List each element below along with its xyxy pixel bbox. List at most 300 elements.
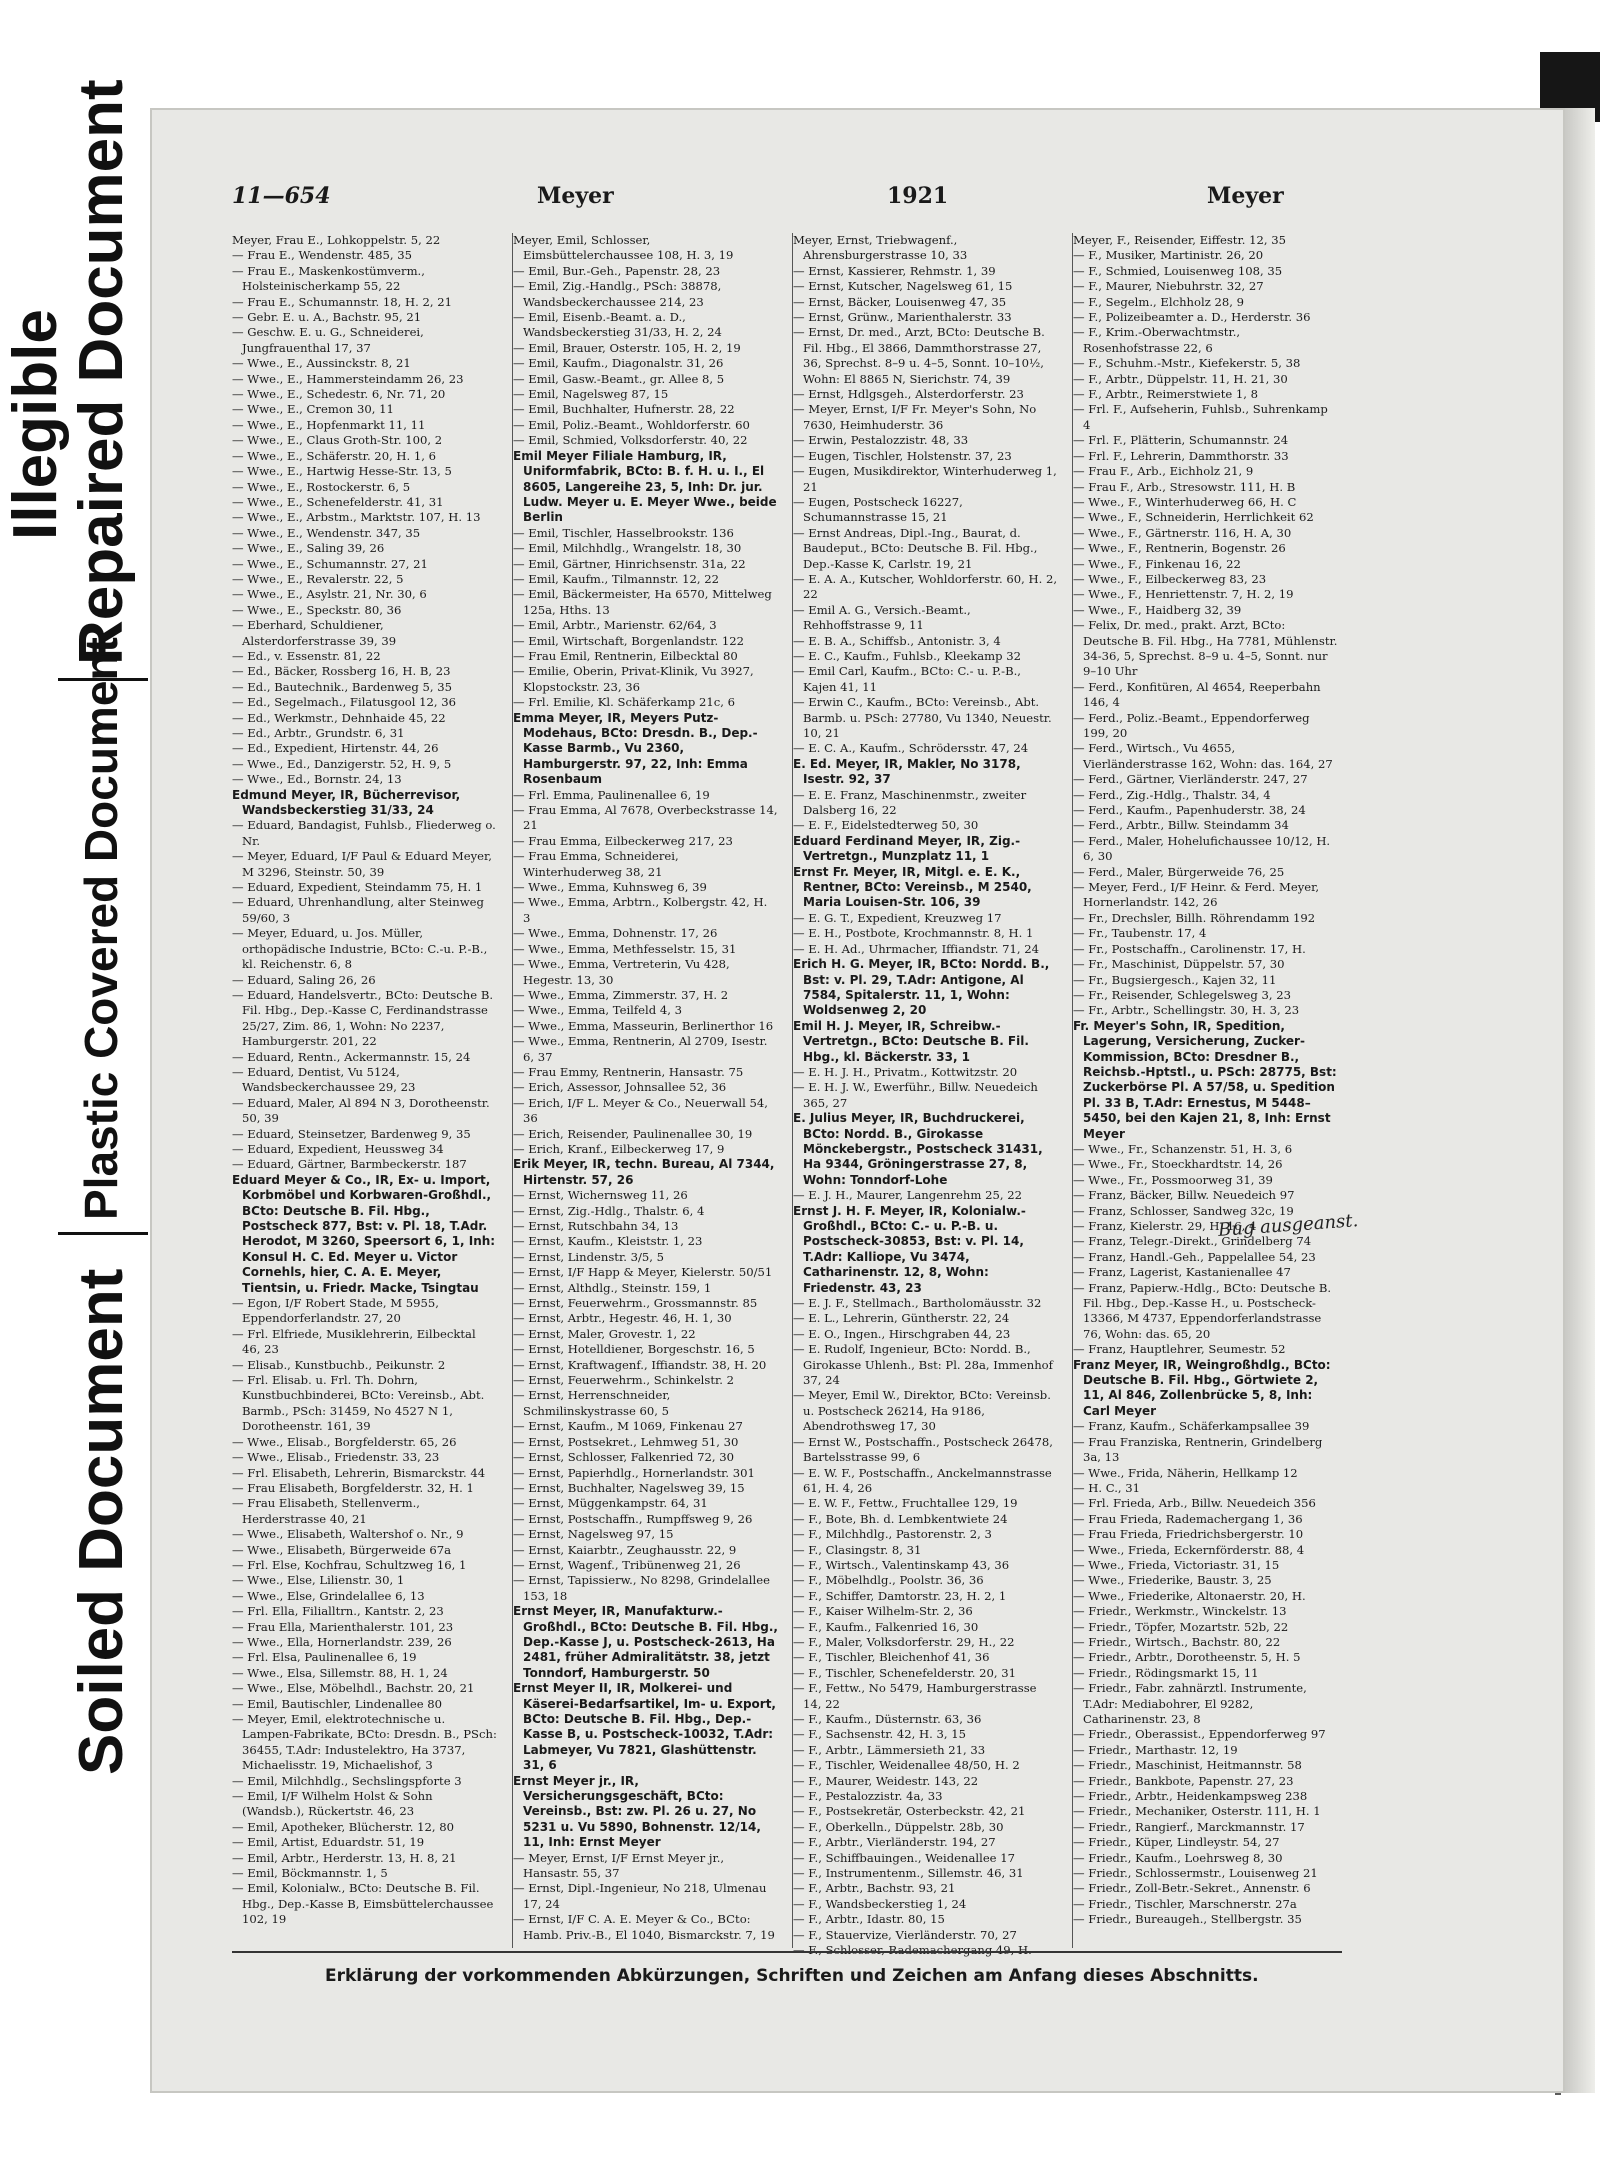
directory-entry: — Meyer, Ferd., I/F Heinr. & Ferd. Meyer, Hornerlandstr. 142, 26	[1073, 880, 1320, 910]
directory-entry: — E. C., Kaufm., Fuhlsb., Kleekamp 32	[793, 648, 1022, 663]
label-soiled-document: Soiled Document	[67, 1268, 136, 1775]
directory-entry: — Wwe., E., Schäferstr. 20, H. 1, 6	[232, 448, 437, 463]
directory-entry: — Friedr., Tischler, Marschnerstr. 27a	[1073, 1896, 1297, 1911]
directory-entry: — Emil, Poliz.-Beamt., Wohldorferstr. 60	[513, 417, 750, 432]
directory-entry: — Erich, Reisender, Paulinenallee 30, 19	[513, 1126, 753, 1141]
directory-entry: — F., Maurer, Niebuhrstr. 32, 27	[1073, 279, 1264, 294]
directory-entry: — F., Möbelhdlg., Poolstr. 36, 36	[793, 1573, 984, 1588]
directory-entry: — Wwe., Else, Möbelhdl., Bachstr. 20, 21	[232, 1681, 475, 1696]
directory-entry: Ernst Meyer II, IR, Molkerei- und Käserei-Bedarfsartikel, Im- u. Export, BCto: Deutsche B. Fil. Hbg., Dep.-Kasse B, u. Postscheck-10032, T.Adr: Labmeyer, Vu 7821, Glashüttenstr. 31, 6	[513, 1681, 776, 1773]
directory-column	[792, 233, 1058, 1948]
directory-entry: — Ernst, Maler, Grovestr. 1, 22	[513, 1326, 696, 1341]
directory-entry: — Frau Elisabeth, Borgfelderstr. 32, H. 1	[232, 1480, 474, 1495]
directory-entry: — Frau Emma, Eilbeckerweg 217, 23	[513, 833, 733, 848]
page-edge	[1565, 108, 1595, 2093]
directory-entry: — Fr., Drechsler, Billh. Röhrendamm 192	[1073, 910, 1316, 925]
directory-entry: Fr. Meyer's Sohn, IR, Spedition, Lagerung, Versicherung, Zucker-Kommission, BCto: Dresdner B., Reichsb.-Hptstl., u. PSch: 28775, Bst: Zuckerbörse Pl. A 57/58, u. Spedition Pl. 33 B, T.Adr: Ernestus, M 5448–5450, bei den Kajen 21, 8, Inh: Ernst Meyer	[1073, 1018, 1337, 1141]
directory-entry: E. Julius Meyer, IR, Buchdruckerei, BCto: Nordd. B., Girokasse Mönckebergstr., Postscheck 31431, Ha 9344, Gröningerstrasse 27, 8, Wohn: Tonndorf-Lohe	[793, 1111, 1043, 1187]
directory-entry: — F., Maurer, Weidestr. 143, 22	[793, 1773, 979, 1788]
directory-entry: — Wwe., E., Hammersteindamm 26, 23	[232, 371, 464, 386]
directory-entry: — F., Tischler, Weidenallee 48/50, H. 2	[793, 1758, 1020, 1773]
directory-entry: — Erich, I/F L. Meyer & Co., Neuerwall 54, 36	[513, 1095, 768, 1126]
directory-entry: — Wwe., Emma, Arbtrn., Kolbergstr. 42, H. 3	[513, 895, 768, 925]
directory-entry: — Wwe., E., Hartwig Hesse-Str. 13, 5	[232, 464, 452, 479]
directory-entry: — Emil, Brauer, Osterstr. 105, H. 2, 19	[513, 340, 741, 355]
directory-entry: — Ferd., Gärtner, Vierländerstr. 247, 27	[1073, 772, 1308, 787]
directory-entry: — E. L., Lehrerin, Güntherstr. 22, 24	[793, 1311, 1010, 1326]
directory-entry: — Wwe., E., Aussinckstr. 8, 21	[232, 356, 411, 371]
directory-entry: — Wwe., E., Hopfenmarkt 11, 11	[232, 417, 426, 432]
directory-entry: — Emilie, Oberin, Privat-Klinik, Vu 3927, Klopstockstr. 23, 36	[513, 664, 754, 694]
directory-entry: — Wwe., E., Wendenstr. 347, 35	[232, 525, 421, 540]
directory-entry: — Eduard, Expedient, Steindamm 75, H. 1	[232, 880, 483, 895]
directory-entry: — Wwe., E., Saling 39, 26	[232, 541, 385, 556]
directory-entry: — Frau Frieda, Rademachergang 1, 36	[1073, 1511, 1303, 1526]
directory-entry: — Meyer, Eduard, u. Jos. Müller, orthopädische Industrie, BCto: C.-u. P.-B., kl. Reichenstr. 6, 8	[232, 926, 488, 972]
directory-entry: Emma Meyer, IR, Meyers Putz-Modehaus, BCto: Dresdn. B., Dep.-Kasse Barmb., Vu 2360, Hamburgerstr. 97, 22, Inh: Emma Rosenbaum	[513, 710, 758, 787]
directory-entry: — Eduard, Gärtner, Barmbeckerstr. 187	[232, 1157, 467, 1172]
directory-entry: — Friedr., Rangierf., Marckmannstr. 17	[1073, 1819, 1305, 1834]
directory-entry: — Franz, Lagerist, Kastanienallee 47	[1073, 1265, 1291, 1280]
directory-entry: — Eduard, Saling 26, 26	[232, 972, 376, 987]
directory-entry: — Ernst, Zig.-Hdlg., Thalstr. 6, 4	[513, 1203, 705, 1218]
directory-entry: — Ed., Bautechnik., Bardenweg 5, 35	[232, 679, 452, 694]
directory-entry: Ernst Fr. Meyer, IR, Mitgl. e. E. K., Rentner, BCto: Vereinsb., M 2540, Maria Louisen-Str. 106, 39	[793, 864, 1032, 910]
directory-entry: — Ed., Segelmach., Filatusgool 12, 36	[232, 695, 457, 710]
directory-entry: — Ernst, Hdlgsgeh., Alsterdorferstr. 23	[793, 387, 1024, 402]
directory-entry: — Erwin C., Kaufm., BCto: Vereinsb., Abt. Barmb. u. PSch: 27780, Vu 1340, Neuestr. 10, 21	[793, 695, 1052, 740]
directory-entry: — Wwe., F., Finkenau 16, 22	[1073, 556, 1241, 571]
directory-entry: — Ernst, Dipl.-Ingenieur, No 218, Ulmenau 17, 24	[513, 1881, 767, 1911]
directory-entry: — Frau Elisabeth, Stellenverm., Herderstrasse 40, 21	[232, 1496, 420, 1526]
directory-entry: — Fr., Arbtr., Schellingstr. 30, H. 3, 23	[1073, 1003, 1300, 1018]
directory-entry: — Emil, Milchhdlg., Wrangelstr. 18, 30	[513, 541, 742, 556]
directory-entry: — Emil, Bur.-Geh., Papenstr. 28, 23	[513, 263, 721, 278]
directory-entry: — F., Schuhm.-Mstr., Kiefekerstr. 5, 38	[1073, 356, 1301, 371]
directory-columns	[232, 233, 1342, 1948]
directory-entry: — F., Oberkelln., Düppelstr. 28b, 30	[793, 1819, 1004, 1834]
directory-entry: — E. A. A., Kutscher, Wohldorferstr. 60, H. 2, 22	[793, 571, 1058, 602]
directory-entry: — Wwe., F., Rentnerin, Bogenstr. 26	[1073, 541, 1286, 556]
directory-entry: — Emil, I/F Wilhelm Holst & Sohn (Wandsb.), Rückertstr. 46, 23	[232, 1789, 433, 1819]
directory-entry: — F., Arbtr., Reimerstwiete 1, 8	[1073, 387, 1259, 402]
directory-entry: — Frl. Elisabeth, Lehrerin, Bismarckstr. 44	[232, 1465, 486, 1480]
directory-entry: — Frau Emma, Al 7678, Overbeckstrasse 14, 21	[513, 803, 778, 833]
directory-entry: — Ed., Bäcker, Rossberg 16, H. B, 23	[232, 664, 451, 679]
directory-entry: — Franz, Telegr.-Direkt., Grindelberg 74	[1073, 1234, 1312, 1249]
directory-entry: — Meyer, Emil, elektrotechnische u. Lampen-Fabrikate, BCto: Dresdn. B., PSch: 36455, T.Adr: Industelektro, Ha 3737, Michaelisstr. 19, Michaelishof, 3	[232, 1712, 497, 1773]
directory-entry: — Eduard, Expedient, Heussweg 34	[232, 1141, 444, 1156]
directory-entry: — Ernst, Wichernsweg 11, 26	[513, 1188, 688, 1203]
directory-entry: — Franz, Bäcker, Billw. Neuedeich 97	[1073, 1188, 1295, 1203]
directory-entry: — Ernst, Nagelsweg 97, 15	[513, 1527, 674, 1542]
directory-entry: — Felix, Dr. med., prakt. Arzt, BCto: Deutsche B. Fil. Hbg., Ha 7781, Mühlenstr. 34-36, 5, Sprechst. 8–9 u. 4–5, Sonnt. nur 9–10 Uhr	[1073, 618, 1338, 679]
directory-entry: — E. E. Franz, Maschinenmstr., zweiter Dalsberg 16, 22	[793, 787, 1027, 818]
directory-entry: — Emil, Kolonialw., BCto: Deutsche B. Fil. Hbg., Dep.-Kasse B, Eimsbüttelerchaussee 102, 19	[232, 1881, 494, 1927]
directory-entry: — Wwe., Ed., Bornstr. 24, 13	[232, 772, 402, 787]
directory-entry: — Geschw. E. u. G., Schneiderei, Jungfrauenthal 17, 37	[232, 325, 424, 355]
directory-entry: — E. H. J. W., Ewerführ., Billw. Neuedeich 365, 27	[793, 1080, 1038, 1110]
directory-entry: — Frl. Emilie, Kl. Schäferkamp 21c, 6	[513, 695, 736, 710]
directory-entry: — F., Postsekretär, Osterbeckstr. 42, 21	[793, 1804, 1026, 1819]
directory-entry: — F., Kaiser Wilhelm-Str. 2, 36	[793, 1604, 973, 1619]
directory-entry: E. Ed. Meyer, IR, Makler, No 3178, Isestr. 92, 37	[793, 756, 1021, 787]
directory-entry: — Ernst, Müggenkampstr. 64, 31	[513, 1496, 708, 1511]
directory-entry: — Wwe., F., Winterhuderweg 66, H. C	[1073, 494, 1297, 509]
directory-entry: — Frl. Elfriede, Musiklehrerin, Eilbecktal 46, 23	[232, 1326, 476, 1357]
directory-entry: — Ernst, Dr. med., Arzt, BCto: Deutsche B. Fil. Hbg., El 3866, Dammthorstrasse 27, 36, Sprechst. 8–9 u. 4–5, Sonnt. 10–10½, Wohn: El 8865 N, Sierichstr. 74, 39	[793, 325, 1045, 386]
directory-entry: — Wwe., Elisabeth, Bürgerweide 67a	[232, 1542, 452, 1557]
directory-entry: — Fr., Bugsiergesch., Kajen 32, 11	[1073, 972, 1277, 987]
directory-entry: — Wwe., Elisab., Borgfelderstr. 65, 26	[232, 1434, 457, 1449]
directory-entry: — Ernst, Arbtr., Hegestr. 46, H. 1, 30	[513, 1311, 732, 1326]
directory-entry: — Eduard, Rentn., Ackermannstr. 15, 24	[232, 1049, 471, 1064]
directory-entry: — Ernst, Schlosser, Falkenried 72, 30	[513, 1450, 735, 1465]
directory-entry: — F., Krim.-Oberwachtmstr., Rosenhofstrasse 22, 6	[1073, 325, 1241, 355]
page-number: 11—654	[232, 183, 331, 209]
directory-entry: — Emil, Tischler, Hasselbrookstr. 136	[513, 525, 734, 540]
directory-entry: — Ferd., Maler, Bürgerweide 76, 25	[1073, 864, 1285, 879]
directory-entry: — Friedr., Fabr. zahnärztl. Instrumente, T.Adr: Mediabohrer, El 9282, Catharinenstr. 23, 8	[1073, 1681, 1307, 1726]
directory-entry: — F., Schiffer, Damtorstr. 23, H. 2, 1	[793, 1588, 1007, 1603]
directory-entry: — Meyer, Emil W., Direktor, BCto: Vereinsb. u. Postscheck 26214, Ha 9186, Abendrothsweg 17, 30	[793, 1388, 1051, 1434]
directory-entry: — Wwe., F., Eilbeckerweg 83, 23	[1073, 571, 1267, 586]
running-head-year: 1921	[887, 183, 949, 209]
directory-entry: Emil H. J. Meyer, IR, Schreibw.-Vertretgn., BCto: Deutsche B. Fil. Hbg., kl. Bäckerstr. 33, 1	[793, 1018, 1029, 1064]
directory-entry: — Ferd., Poliz.-Beamt., Eppendorferweg 199, 20	[1073, 710, 1310, 740]
label-illegible: Illegible	[1, 309, 70, 540]
directory-entry: — Fr., Reisender, Schlegelsweg 3, 23	[1073, 987, 1291, 1002]
directory-entry: — Ernst, I/F C. A. E. Meyer & Co., BCto: Hamb. Priv.-B., El 1040, Bismarckstr. 7, 19	[513, 1912, 775, 1942]
directory-entry: — Franz, Kaufm., Schäferkampsallee 39	[1073, 1419, 1310, 1434]
directory-entry: — Wwe., Friederike, Altonaerstr. 20, H.	[1073, 1588, 1306, 1603]
directory-entry: — Emil Carl, Kaufm., BCto: C.- u. P.-B., Kajen 41, 11	[793, 664, 1021, 694]
footer-rule	[232, 1951, 1342, 1953]
directory-entry: — Frau E., Maskenkostümverm., Holsteinischerkamp 55, 22	[232, 263, 425, 294]
directory-entry: — Eberhard, Schuldiener, Alsterdorferstrasse 39, 39	[232, 618, 397, 648]
directory-entry: — Frau F., Arb., Stresowstr. 111, H. B	[1073, 479, 1296, 494]
directory-entry: — Wwe., Elisabeth, Waltershof o. Nr., 9	[232, 1527, 464, 1542]
directory-entry: — Wwe., E., Arbstm., Marktstr. 107, H. 13	[232, 510, 481, 525]
directory-entry: — F., Schiffbauingen., Weidenallee 17	[793, 1850, 1015, 1865]
directory-entry: — Frau Emmy, Rentnerin, Hansastr. 75	[513, 1064, 744, 1079]
directory-entry: — Friedr., Maschinist, Heitmannstr. 58	[1073, 1758, 1302, 1773]
directory-entry: — Friedr., Töpfer, Mozartstr. 52b, 22	[1073, 1619, 1289, 1634]
directory-entry: — Frl. F., Aufseherin, Fuhlsb., Suhrenkamp 4	[1073, 402, 1328, 432]
directory-entry: — Ernst W., Postschaffn., Postscheck 26478, Bartelsstrasse 99, 6	[793, 1434, 1053, 1465]
directory-entry: Eduard Meyer & Co., IR, Ex- u. Import, Korbmöbel und Korbwaren-Großhdl., BCto: Deutsche B. Fil. Hbg., Postscheck 877, Bst: v. Pl. 18, T.Adr. Herodot, M 3260, Speersort 6, 1, Inh: Konsul H. C. Ed. Meyer u. Victor Cornehls, hier, C. A. E. Meyer, Tientsin, u. Friedr. Macke, Tsingtau	[232, 1172, 496, 1295]
directory-entry: Erik Meyer, IR, techn. Bureau, Al 7344, Hirtenstr. 57, 26	[513, 1157, 775, 1187]
directory-entry: — Frl. Elisab. u. Frl. Th. Dohrn, Kunstbuchbinderei, BCto: Vereinsb., Abt. Barmb., PSch: 31459, No 4527 N 1, Dorotheenstr. 161, 39	[232, 1373, 485, 1434]
directory-entry: — Wwe., Emma, Kuhnsweg 6, 39	[513, 880, 707, 895]
directory-entry: — Erich, Kranf., Eilbeckerweg 17, 9	[513, 1141, 725, 1156]
directory-entry: — Friedr., Oberassist., Eppendorferweg 97	[1073, 1727, 1326, 1742]
directory-column	[232, 233, 497, 1948]
directory-entry: Erich H. G. Meyer, IR, BCto: Nordd. B., Bst: v. Pl. 29, T.Adr: Antigone, Al 7584, Spitalerstr. 11, 1, Wohn: Woldsenweg 2, 20	[793, 957, 1050, 1018]
directory-entry: — Emil, Gärtner, Hinrichsenstr. 31a, 22	[513, 556, 746, 571]
directory-entry: — Friedr., Rödingsmarkt 15, 11	[1073, 1665, 1259, 1680]
directory-entry: — Emil, Apotheker, Blücherstr. 12, 80	[232, 1819, 454, 1834]
directory-entry: — Wwe., Ed., Danzigerstr. 52, H. 9, 5	[232, 756, 452, 771]
directory-entry: — Wwe., E., Revalerstr. 22, 5	[232, 571, 404, 586]
directory-entry: — Friedr., Bureaugeh., Stellbergstr. 35	[1073, 1912, 1302, 1927]
directory-entry: — Friedr., Zoll-Betr.-Sekret., Annenstr. 6	[1073, 1881, 1311, 1896]
directory-entry: — F., Wirtsch., Valentinskamp 43, 36	[793, 1557, 1010, 1572]
directory-entry: — Emil, Buchhalter, Hufnerstr. 28, 22	[513, 402, 735, 417]
directory-entry: — Friedr., Arbtr., Heidenkampsweg 238	[1073, 1789, 1308, 1804]
directory-entry: — Emil, Schmied, Volksdorferstr. 40, 22	[513, 433, 748, 448]
directory-entry: — Emil, Arbtr., Marienstr. 62/64, 3	[513, 618, 717, 633]
directory-entry: — Ernst, Rutschbahn 34, 13	[513, 1219, 679, 1233]
directory-entry: — Frl. Elsa, Paulinenallee 6, 19	[232, 1650, 417, 1665]
directory-entry: — Wwe., F., Henriettenstr. 7, H. 2, 19	[1073, 587, 1294, 602]
directory-entry: — Wwe., Emma, Teilfeld 4, 3	[513, 1003, 682, 1018]
directory-entry: — Ernst, Kraftwagenf., Iffiandstr. 38, H. 20	[513, 1357, 767, 1372]
directory-entry: — Frl. Frieda, Arb., Billw. Neuedeich 356	[1073, 1496, 1316, 1511]
directory-entry: — F., Kaufm., Düsternstr. 63, 36	[793, 1712, 982, 1726]
directory-entry: — Wwe., Else, Lilienstr. 30, 1	[232, 1573, 405, 1588]
directory-entry: — Ferd., Arbtr., Billw. Steindamm 34	[1073, 818, 1289, 833]
directory-entry: — Eduard, Uhrenhandlung, alter Steinweg 59/60, 3	[232, 895, 484, 925]
directory-entry: — F., Sachsenstr. 42, H. 3, 15	[793, 1727, 967, 1742]
directory-entry: — Wwe., Fr., Possmoorweg 31, 39	[1073, 1172, 1273, 1187]
directory-entry: — Eduard, Handelsvertr., BCto: Deutsche B. Fil. Hbg., Dep.-Kasse C, Ferdinandstrasse 25/27, Zim. 86, 1, Wohn: No 2237, Hamburgerstr. 201, 22	[232, 987, 494, 1049]
directory-entry: — Frau Emil, Rentnerin, Eilbecktal 80	[513, 648, 738, 663]
directory-entry: — E. H. Ad., Uhrmacher, Iffiandstr. 71, 24	[793, 941, 1040, 956]
directory-entry: — Wwe., E., Schedestr. 6, Nr. 71, 20	[232, 387, 446, 402]
directory-entry: — E. G. T., Expedient, Kreuzweg 17	[793, 910, 1002, 925]
directory-entry: — Ernst, Althdlg., Steinstr. 159, 1	[513, 1280, 712, 1295]
directory-entry: — Frau F., Arb., Eichholz 21, 9	[1073, 464, 1254, 479]
label-plastic-covered-document: Plastic Covered Document	[75, 637, 127, 1220]
directory-entry: — Ferd., Zig.-Hdlg., Thalstr. 34, 4	[1073, 787, 1271, 802]
directory-entry: — Wwe., E., Schenefelderstr. 41, 31	[232, 494, 444, 509]
directory-entry: — Franz, Handl.-Geh., Pappelallee 54, 23	[1073, 1249, 1316, 1264]
directory-entry: — Wwe., E., Speckstr. 80, 36	[232, 602, 402, 617]
directory-entry: — Emil, Arbtr., Herderstr. 13, H. 8, 21	[232, 1850, 457, 1865]
directory-entry: — F., Arbtr., Idastr. 80, 15	[793, 1912, 945, 1927]
directory-entry: — F., Polizeibeamter a. D., Herderstr. 36	[1073, 310, 1311, 325]
directory-entry: — Wwe., Frieda, Eckernförderstr. 88, 4	[1073, 1542, 1305, 1557]
directory-entry: — Frl. F., Plätterin, Schumannstr. 24	[1073, 433, 1289, 448]
directory-entry: — Ernst, Tapissierw., No 8298, Grindelallee 153, 18	[513, 1573, 770, 1603]
directory-entry: — Erwin, Pestalozzistr. 48, 33	[793, 433, 969, 448]
directory-entry: Edmund Meyer, IR, Bücherrevisor, Wandsbeckerstieg 31/33, 24	[232, 787, 461, 818]
directory-entry: — Wwe., Emma, Dohnenstr. 17, 26	[513, 926, 718, 941]
directory-entry: — Emil, Gasw.-Beamt., gr. Allee 8, 5	[513, 371, 725, 386]
directory-entry: — Ferd., Konfitüren, Al 4654, Reeperbahn 146, 4	[1073, 679, 1321, 710]
directory-entry: — F., Fettw., No 5479, Hamburgerstrasse 14, 22	[793, 1681, 1037, 1711]
directory-entry: — Eugen, Tischler, Holstenstr. 37, 23	[793, 448, 1012, 463]
directory-entry: — Wwe., Else, Grindelallee 6, 13	[232, 1588, 425, 1603]
directory-entry: — Ferd., Kaufm., Papenhuderstr. 38, 24	[1073, 803, 1306, 818]
directory-entry: — Frau E., Schumannstr. 18, H. 2, 21	[232, 294, 453, 309]
directory-entry: — F., Arbtr., Lämmersieth 21, 33	[793, 1742, 986, 1757]
directory-entry: — Friedr., Kaufm., Loehrsweg 8, 30	[1073, 1850, 1283, 1865]
directory-entry: — E. J. F., Stellmach., Bartholomäusstr. 32	[793, 1296, 1042, 1311]
page-header	[232, 183, 1332, 223]
directory-entry: — E. Rudolf, Ingenieur, BCto: Nordd. B., Girokasse Uhlenh., Bst: Pl. 28a, Immenhof 37, 24	[793, 1342, 1053, 1388]
directory-entry: — Emil, Artist, Eduardstr. 51, 19	[232, 1835, 425, 1850]
directory-entry: — Friedr., Mechaniker, Osterstr. 111, H. 1	[1073, 1804, 1321, 1819]
directory-entry: — Emil, Nagelsweg 87, 15	[513, 387, 669, 402]
directory-entry: — F., Instrumentenm., Sillemstr. 46, 31	[793, 1866, 1024, 1881]
directory-entry: — E. C. A., Kaufm., Schrödersstr. 47, 24	[793, 741, 1029, 756]
directory-entry: — Emil, Eisenb.-Beamt. a. D., Wandsbeckerstieg 31/33, H. 2, 24	[513, 310, 722, 340]
footer-note: Erklärung der vorkommenden Abkürzungen, Schriften und Zeichen am Anfang dieses Abschnitts.	[325, 1966, 1259, 1986]
directory-entry: — Ernst, Papierhdlg., Hornerlandstr. 301	[513, 1465, 755, 1480]
directory-entry: — Meyer, Ernst, I/F Ernst Meyer jr., Hansastr. 55, 37	[513, 1850, 725, 1881]
directory-entry: — E. J. H., Maurer, Langenrehm 25, 22	[793, 1188, 1022, 1203]
directory-entry: Ernst Meyer jr., IR, Versicherungsgeschäft, BCto: Vereinsb., Bst: zw. Pl. 26 u. 27, No 5231 u. Vu 5890, Bohnenstr. 12/14, 11, Inh: Ernst Meyer	[513, 1773, 761, 1850]
directory-entry: — Emil, Milchhdlg., Sechslingspforte 3	[232, 1773, 462, 1788]
directory-entry: — Frau Franziska, Rentnerin, Grindelberg 3a, 13	[1073, 1434, 1323, 1465]
directory-entry: — E. H., Postbote, Krochmannstr. 8, H. 1	[793, 926, 1034, 941]
directory-entry: — F., Bote, Bh. d. Lembkentwiete 24	[793, 1511, 1008, 1526]
directory-entry: — Emil, Bautischler, Lindenallee 80	[232, 1696, 443, 1711]
directory-entry: — Friedr., Wirtsch., Bachstr. 80, 22	[1073, 1634, 1281, 1649]
directory-entry: — Friedr., Schlossermstr., Louisenweg 21	[1073, 1866, 1318, 1881]
directory-entry: — Eduard, Bandagist, Fuhlsb., Fliederweg o. Nr.	[232, 818, 496, 848]
directory-entry: — Franz, Hauptlehrer, Seumestr. 52	[1073, 1342, 1286, 1357]
directory-entry: — Friedr., Küper, Lindleystr. 54, 27	[1073, 1835, 1280, 1850]
directory-entry: — F., Arbtr., Vierländerstr. 194, 27	[793, 1835, 996, 1850]
directory-entry: — Frau Ella, Marienthalerstr. 101, 23	[232, 1619, 454, 1634]
directory-entry: — Ernst Andreas, Dipl.-Ing., Baurat, d. Baudeput., BCto: Deutsche B. Fil. Hbg., Dep.-Kasse K, Carlstr. 19, 21	[793, 525, 1038, 571]
directory-entry: — E. H. J. H., Privatm., Kottwitzstr. 20	[793, 1064, 1018, 1079]
directory-entry: — Friedr., Arbtr., Dorotheenstr. 5, H. 5	[1073, 1650, 1301, 1665]
directory-entry: — Eduard, Maler, Al 894 N 3, Dorotheenstr. 50, 39	[232, 1095, 490, 1126]
directory-entry: — Emil, Bäckermeister, Ha 6570, Mittelweg 125a, Hths. 13	[513, 587, 772, 617]
directory-entry: — F., Segelm., Elchholz 28, 9	[1073, 294, 1244, 309]
directory-entry: — Ernst, Feuerwehrm., Schinkelstr. 2	[513, 1373, 735, 1388]
directory-entry: — F., Arbtr., Düppelstr. 11, H. 21, 30	[1073, 371, 1288, 386]
directory-entry: — F., Pestalozzistr. 4a, 33	[793, 1789, 943, 1804]
directory-entry: Meyer, Emil, Schlosser, Eimsbüttelerchaussee 108, H. 3, 19	[513, 233, 734, 263]
directory-entry: — Ernst, Hotelldiener, Borgeschstr. 16, 5	[513, 1342, 755, 1357]
directory-entry: — Emil, Wirtschaft, Borgenlandstr. 122	[513, 633, 744, 648]
directory-entry: — Ed., v. Essenstr. 81, 22	[232, 648, 381, 663]
directory-entry: Ernst J. H. F. Meyer, IR, Kolonialw.-Großhdl., BCto: C.- u. P.-B. u. Postscheck-30853, Bst: v. Pl. 14, T.Adr: Kalliope, Vu 3474, Catharinenstr. 12, 8, Wohn: Friedenstr. 43, 23	[793, 1203, 1026, 1295]
directory-entry: — Eugen, Postscheck 16227, Schumannstrasse 15, 21	[793, 494, 963, 525]
directory-entry: — Wwe., E., Claus Groth-Str. 100, 2	[232, 433, 443, 448]
directory-entry: — Friedr., Marthastr. 12, 19	[1073, 1742, 1238, 1757]
directory-entry: — Ernst, Kutscher, Nagelsweg 61, 15	[793, 279, 1013, 294]
directory-entry: — Wwe., E., Asylstr. 21, Nr. 30, 6	[232, 587, 427, 602]
running-head-left: Meyer	[537, 183, 614, 209]
directory-column	[512, 233, 778, 1948]
directory-entry: — Wwe., E., Cremon 30, 11	[232, 402, 394, 417]
directory-entry: — Wwe., Frida, Näherin, Hellkamp 12	[1073, 1465, 1298, 1480]
directory-entry: — Eugen, Musikdirektor, Winterhuderweg 1, 21	[793, 464, 1057, 494]
directory-entry: — Ernst, I/F Happ & Meyer, Kielerstr. 50/51	[513, 1265, 773, 1280]
directory-entry: — Ferd., Maler, Hohelufichaussee 10/12, H. 6, 30	[1073, 833, 1331, 864]
directory-entry: — Wwe., Frieda, Victoriastr. 31, 15	[1073, 1557, 1280, 1572]
directory-entry: — F., Stauervize, Vierländerstr. 70, 27	[793, 1927, 1017, 1942]
directory-entry: — H. C., 31	[1073, 1480, 1141, 1495]
directory-entry: — F., Tischler, Bleichenhof 41, 36	[793, 1650, 990, 1665]
directory-entry: — Frau Emma, Schneiderei, Winterhuderweg 38, 21	[513, 849, 679, 879]
directory-entry: — Wwe., Emma, Zimmerstr. 37, H. 2	[513, 987, 729, 1002]
directory-entry: — Meyer, Eduard, I/F Paul & Eduard Meyer, M 3296, Steinstr. 50, 39	[232, 849, 492, 879]
directory-entry: — Franz, Papierw.-Hdlg., BCto: Deutsche B. Fil. Hbg., Dep.-Kasse H., u. Postscheck-13366, M 4737, Eppendorferlandstrasse 76, Wohn: das. 65, 20	[1073, 1280, 1332, 1341]
directory-entry: — F., Kaufm., Falkenried 16, 30	[793, 1619, 979, 1634]
directory-entry: — E. F., Eidelstedterweg 50, 30	[793, 818, 979, 833]
directory-entry: — Emil, Zig.-Handlg., PSch: 38878, Wandsbeckerchaussee 214, 23	[513, 279, 722, 309]
directory-entry: Meyer, F., Reisender, Eiffestr. 12, 35	[1073, 233, 1286, 247]
running-head-right: Meyer	[1207, 183, 1284, 209]
directory-column	[1072, 233, 1338, 1948]
directory-entry: — Ernst, Kassierer, Rehmstr. 1, 39	[793, 263, 996, 278]
directory-entry: — Wwe., Emma, Vertreterin, Vu 428, Hegestr. 13, 30	[513, 957, 730, 987]
directory-entry: — Wwe., Emma, Masseurin, Berlinerthor 16	[513, 1018, 774, 1033]
directory-entry: — Ed., Werkmstr., Dehnhaide 45, 22	[232, 710, 446, 725]
directory-entry: — Ernst, Postschaffn., Rumpffsweg 9, 26	[513, 1511, 753, 1526]
directory-entry: — Wwe., F., Haidberg 32, 39	[1073, 602, 1242, 617]
directory-entry: — Ernst, Buchhalter, Nagelsweg 39, 15	[513, 1480, 745, 1495]
directory-entry: — Frau E., Wendenstr. 485, 35	[232, 248, 412, 263]
directory-entry: — E. W. F., Postschaffn., Anckelmannstrasse 61, H. 4, 26	[793, 1465, 1052, 1495]
directory-entry: Emil Meyer Filiale Hamburg, IR, Uniformfabrik, BCto: B. f. H. u. I., El 8605, Langereihe 23, 5, Inh: Dr. jur. Ludw. Meyer u. E. Meyer Wwe., beide Berlin	[513, 448, 777, 525]
directory-entry: — Ernst, Herrenschneider, Schmilinskystrasse 60, 5	[513, 1388, 671, 1418]
handwritten-annotation: Bug ausgeanst.	[1217, 1210, 1359, 1241]
directory-entry: — F., Musiker, Martinistr. 26, 20	[1073, 248, 1264, 263]
directory-entry: Meyer, Frau E., Lohkoppelstr. 5, 22	[232, 233, 441, 247]
directory-entry: — Frl. Else, Kochfrau, Schultzweg 16, 1	[232, 1557, 467, 1572]
directory-entry: — E. W. F., Fettw., Fruchtallee 129, 19	[793, 1496, 1018, 1511]
directory-entry: — F., Clasingstr. 8, 31	[793, 1542, 922, 1557]
directory-entry: — Ernst, Kaufm., M 1069, Finkenau 27	[513, 1419, 743, 1434]
directory-entry: — F., Tischler, Schenefelderstr. 20, 31	[793, 1665, 1017, 1680]
directory-entry: — Fr., Postschaffn., Carolinenstr. 17, H.	[1073, 941, 1306, 956]
directory-entry: — Wwe., E., Schumannstr. 27, 21	[232, 556, 428, 571]
directory-entry: — Emil, Kaufm., Tilmannstr. 12, 22	[513, 571, 720, 586]
directory-entry: — Emil, Kaufm., Diagonalstr. 31, 26	[513, 356, 724, 371]
directory-entry: — Frau Frieda, Friedrichsbergerstr. 10	[1073, 1527, 1304, 1542]
directory-entry: — Franz, Schlosser, Sandweg 32c, 19	[1073, 1203, 1294, 1218]
directory-entry: — Eduard, Steinsetzer, Bardenweg 9, 35	[232, 1126, 471, 1141]
directory-entry: — Emil, Böckmannstr. 1, 5	[232, 1866, 388, 1881]
directory-entry: — Egon, I/F Robert Stade, M 5955, Eppendorferlandstr. 27, 20	[232, 1296, 439, 1326]
directory-entry: — F., Wandsbeckerstieg 1, 24	[793, 1896, 967, 1911]
directory-entry: — Ernst, Wagenf., Tribünenweg 21, 26	[513, 1557, 741, 1572]
directory-entry: — F., Maler, Volksdorferstr. 29, H., 22	[793, 1634, 1015, 1649]
directory-entry: Meyer, Ernst, Triebwagenf., Ahrensburgerstrasse 10, 33	[793, 233, 968, 263]
directory-entry: — Ernst, Kaufm., Kleiststr. 1, 23	[513, 1234, 703, 1249]
directory-entry: — Wwe., F., Schneiderin, Herrlichkeit 62	[1073, 510, 1314, 525]
directory-entry: — Frl. Emma, Paulinenallee 6, 19	[513, 787, 710, 802]
directory-entry: — Wwe., Ella, Hornerlandstr. 239, 26	[232, 1634, 452, 1649]
directory-entry: — Franz, Kielerstr. 29, H. 16, 4	[1073, 1219, 1257, 1233]
directory-entry: — F., Milchhdlg., Pastorenstr. 2, 3	[793, 1527, 992, 1542]
directory-entry: — Friedr., Bankbote, Papenstr. 27, 23	[1073, 1773, 1294, 1788]
directory-entry: — Erich, Assessor, Johnsallee 52, 36	[513, 1080, 727, 1095]
directory-page	[150, 108, 1565, 2093]
directory-entry: — F., Arbtr., Bachstr. 93, 21	[793, 1881, 956, 1896]
directory-entry: — Wwe., Emma, Methfesselstr. 15, 31	[513, 941, 737, 956]
directory-entry: Eduard Ferdinand Meyer, IR, Zig.-Vertretgn., Munzplatz 11, 1	[793, 833, 1021, 864]
directory-entry: — Wwe., E., Rostockerstr. 6, 5	[232, 479, 411, 494]
directory-entry: — Meyer, Ernst, I/F Fr. Meyer's Sohn, No 7630, Heimhuderstr. 36	[793, 402, 1037, 432]
directory-entry: — Wwe., Fr., Stoeckhardtstr. 14, 26	[1073, 1157, 1283, 1172]
directory-entry: — Ernst, Feuerwehrm., Grossmannstr. 85	[513, 1296, 758, 1311]
directory-entry: Franz Meyer, IR, Weingroßhdlg., BCto: Deutsche B. Fil. Hbg., Görtwiete 2, 11, Al 846, Zollenbrücke 5, 8, Inh: Carl Meyer	[1073, 1357, 1331, 1418]
directory-entry: — Emil A. G., Versich.-Beamt., Rehhoffstrasse 9, 11	[793, 602, 971, 633]
directory-entry: — F., Schmied, Louisenweg 108, 35	[1073, 263, 1283, 278]
directory-entry: — E. O., Ingen., Hirschgraben 44, 23	[793, 1326, 1011, 1341]
directory-entry: — Ed., Arbtr., Grundstr. 6, 31	[232, 726, 405, 740]
directory-entry: Ernst Meyer, IR, Manufakturw.-Großhdl., BCto: Deutsche B. Fil. Hbg., Dep.-Kasse J, u. Postscheck-2613, Ha 2481, früher Admiralitätstr. 38, jetzt Tonndorf, Hamburgerstr. 50	[513, 1604, 778, 1680]
